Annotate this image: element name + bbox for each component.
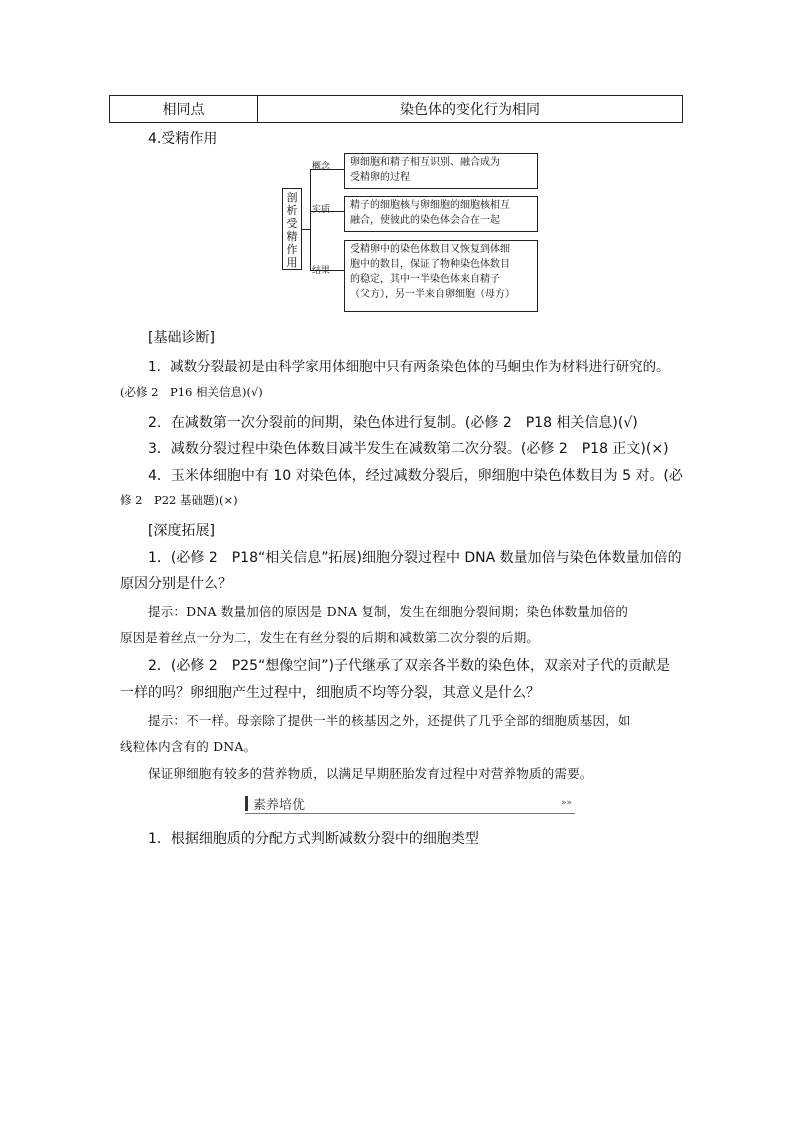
fertilization-diagram bbox=[282, 152, 542, 317]
table-cell-value: 染色体的变化行为相同 bbox=[400, 102, 540, 118]
banner-bar bbox=[245, 796, 248, 811]
basic-item-1-cont: (必修 2 P16 相关信息)(√) bbox=[120, 385, 263, 399]
basic-item-1: 1．减数分裂最初是由科学家用体细胞中只有两条染色体的马蛔虫作为材料进行研究的。 bbox=[148, 359, 670, 375]
diagram-box-essence: 精子的细胞核与卵细胞的细胞核相互 融合，使彼此的染色体会合在一起 bbox=[344, 196, 538, 232]
banner-title: 素养培优 bbox=[253, 798, 306, 813]
basic-item-4: 4．玉米体细胞中有 10 对染色体，经过减数分裂后，卵细胞中染色体数目为 5 对。(必 bbox=[148, 468, 683, 484]
deep-a1-line2: 原因是着丝点一分为二，发生在有丝分裂的后期和减数第二次分裂的后期。 bbox=[120, 630, 540, 645]
diagram-label-result: 结果 bbox=[312, 266, 331, 276]
diagram-label-essence: 实质 bbox=[312, 205, 331, 215]
diagram-title: 剖 析 受 精 作 用 bbox=[282, 188, 302, 270]
diagram-label-concept: 概念 bbox=[312, 162, 331, 172]
final-item: 1．根据细胞质的分配方式判断减数分裂中的细胞类型 bbox=[148, 831, 479, 847]
deep-a2-line1: 提示：不一样。母亲除了提供一半的核基因之外，还提供了几乎全部的细胞质基因，如 bbox=[148, 713, 631, 728]
comparison-table bbox=[109, 95, 683, 123]
diagram-box-result: 受精卵中的染色体数目又恢复到体细 胞中的数目，保证了物种染色体数目 的稳定，其中一半染色体来自精子 （父方），另一半来自卵细胞（母方） bbox=[344, 240, 538, 312]
deep-q2-line2: 一样的吗？卵细胞产生过程中，细胞质不均等分裂，其意义是什么？ bbox=[120, 685, 540, 701]
basic-item-3: 3．减数分裂过程中染色体数目减半发生在减数第二次分裂。(必修 2 P18 正文)(×) bbox=[148, 441, 669, 457]
deep-a1-line1: 提示：DNA 数量加倍的原因是 DNA 复制，发生在细胞分裂间期；染色体数量加倍的 bbox=[148, 604, 629, 619]
deep-q1-line1: 1．(必修 2 P18“相关信息”拓展)细胞分裂过程中 DNA 数量加倍与染色体数量加倍的 bbox=[148, 550, 682, 566]
basic-heading: [基础诊断] bbox=[148, 330, 215, 346]
deep-a2-line2: 线粒体内含有的 DNA。 bbox=[120, 739, 257, 754]
diagram-box-concept: 卵细胞和精子相互识别、融合成为 受精卵的过程 bbox=[344, 153, 538, 189]
deep-a2-line3: 保证卵细胞有较多的营养物质，以满足早期胚胎发育过程中对营养物质的需要。 bbox=[148, 766, 593, 781]
section-banner bbox=[245, 794, 575, 814]
basic-item-4-cont: 修 2 P22 基础题)(×) bbox=[120, 493, 238, 507]
deep-q1-line2: 原因分别是什么？ bbox=[120, 576, 232, 592]
basic-item-2: 2．在减数第一次分裂前的间期，染色体进行复制。(必修 2 P18 相关信息)(√) bbox=[148, 415, 638, 431]
deep-heading: [深度拓展] bbox=[148, 523, 215, 539]
chevron-icon: »» bbox=[561, 798, 573, 808]
deep-q2-line1: 2．(必修 2 P25“想像空间”)子代继承了双亲各半数的染色体，双亲对子代的贡献是 bbox=[148, 658, 670, 674]
section-title: 4.受精作用 bbox=[148, 131, 218, 147]
banner-underline bbox=[245, 813, 575, 814]
table-cell-header: 相同点 bbox=[110, 96, 258, 122]
